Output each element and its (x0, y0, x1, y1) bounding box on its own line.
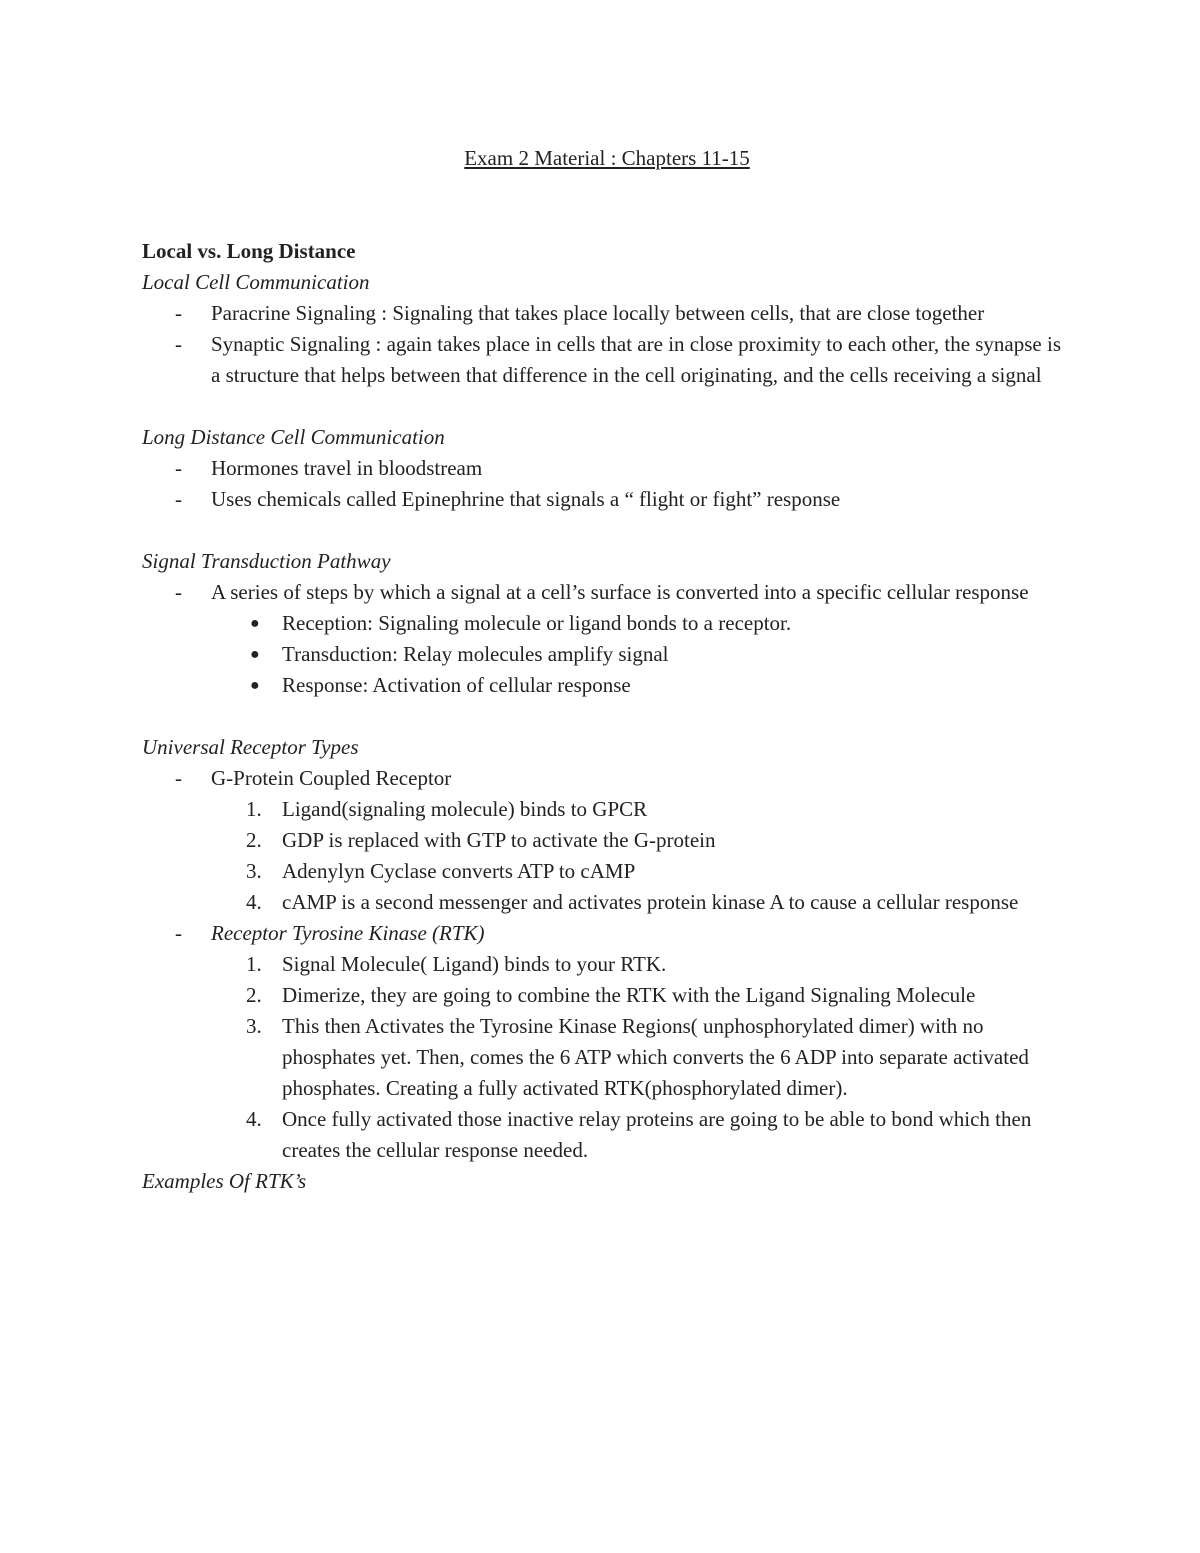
number-marker: 3. (246, 859, 262, 883)
pathway-heading: Signal Transduction Pathway (142, 549, 391, 573)
numbered-item (142, 980, 1072, 1011)
number-marker: 4. (246, 890, 262, 914)
dash-marker: - (175, 301, 182, 325)
long-distance-list (142, 453, 1072, 515)
spacer (142, 391, 1072, 422)
number-marker: 2. (246, 983, 262, 1007)
bullet-text: Response: Activation of cellular response (282, 673, 631, 697)
pathway-list (142, 577, 1072, 608)
bullet-item (142, 670, 1072, 701)
dash-marker: - (175, 766, 182, 790)
number-marker: 2. (246, 828, 262, 852)
numbered-item (142, 1011, 1072, 1104)
numbered-item (142, 856, 1072, 887)
bullet-text: Reception: Signaling molecule or ligand bonds to a receptor. (282, 611, 792, 635)
list-item-text: Synaptic Signaling : again takes place in cells that are in close proximity to each other, the synapse is a structure that helps between that difference in the cell originating, and the cells receiving a signal (211, 332, 1062, 387)
step-text: Adenylyn Cyclase converts ATP to cAMP (282, 859, 636, 883)
spacer (142, 174, 1072, 236)
bullet-icon: ● (250, 677, 260, 694)
list-item (142, 329, 1072, 391)
numbered-item (142, 1104, 1072, 1166)
list-item (142, 577, 1072, 608)
step-text: This then Activates the Tyrosine Kinase Regions( unphosphorylated dimer) with no phosphates yet. Then, comes the 6 ATP which converts the 6 ADP into separate activated phosphates. Creating a fully activated RTK(phosphorylated dimer). (282, 1014, 1029, 1100)
step-text: GDP is replaced with GTP to activate the G-protein (282, 828, 716, 852)
step-text: Once fully activated those inactive relay proteins are going to be able to bond which then creates the cellular response needed. (282, 1107, 1032, 1162)
dash-marker: - (175, 580, 182, 604)
rtk-list (142, 918, 1072, 949)
spacer (142, 701, 1072, 732)
list-item (142, 453, 1072, 484)
dash-marker: - (175, 487, 182, 511)
section-heading: Local vs. Long Distance (142, 239, 356, 263)
list-item-text: Hormones travel in bloodstream (211, 456, 483, 480)
dash-marker: - (175, 456, 182, 480)
gpcr-steps (142, 794, 1072, 918)
receptors-heading: Universal Receptor Types (142, 735, 359, 759)
rtk-label: Receptor Tyrosine Kinase (RTK) (211, 921, 485, 945)
bullet-item (142, 608, 1072, 639)
number-marker: 4. (246, 1107, 262, 1131)
numbered-item (142, 825, 1072, 856)
step-text: Ligand(signaling molecule) binds to GPCR (282, 797, 648, 821)
number-marker: 3. (246, 1014, 262, 1038)
list-item (142, 298, 1072, 329)
local-heading: Local Cell Communication (142, 270, 370, 294)
gpcr-label: G-Protein Coupled Receptor (211, 766, 452, 790)
gpcr-list (142, 763, 1072, 794)
step-text: Signal Molecule( Ligand) binds to your RTK. (282, 952, 667, 976)
list-item (142, 763, 1072, 794)
step-text: cAMP is a second messenger and activates protein kinase A to cause a cellular response (282, 890, 1019, 914)
list-item-text: Uses chemicals called Epinephrine that signals a “ flight or fight” response (211, 487, 841, 511)
spacer (142, 515, 1072, 546)
dash-marker: - (175, 921, 182, 945)
pathway-bullets (142, 608, 1072, 701)
bullet-icon: ● (250, 646, 260, 663)
numbered-item (142, 887, 1072, 918)
list-item-text: Paracrine Signaling : Signaling that takes place locally between cells, that are close together (211, 301, 985, 325)
rtk-steps (142, 949, 1072, 1166)
number-marker: 1. (246, 952, 262, 976)
numbered-item (142, 949, 1072, 980)
bullet-icon: ● (250, 615, 260, 632)
examples-heading: Examples Of RTK’s (142, 1169, 307, 1193)
bullet-text: Transduction: Relay molecules amplify signal (282, 642, 669, 666)
step-text: Dimerize, they are going to combine the RTK with the Ligand Signaling Molecule (282, 983, 976, 1007)
dash-marker: - (175, 332, 182, 356)
long-distance-heading: Long Distance Cell Communication (142, 425, 445, 449)
numbered-item (142, 794, 1072, 825)
document-content (142, 143, 1072, 1197)
list-item-text: A series of steps by which a signal at a cell’s surface is converted into a specific cellular response (211, 580, 1029, 604)
page-title: Exam 2 Material : Chapters 11-15 (464, 146, 750, 170)
local-list (142, 298, 1072, 391)
bullet-item (142, 639, 1072, 670)
list-item (142, 918, 1072, 949)
list-item (142, 484, 1072, 515)
number-marker: 1. (246, 797, 262, 821)
